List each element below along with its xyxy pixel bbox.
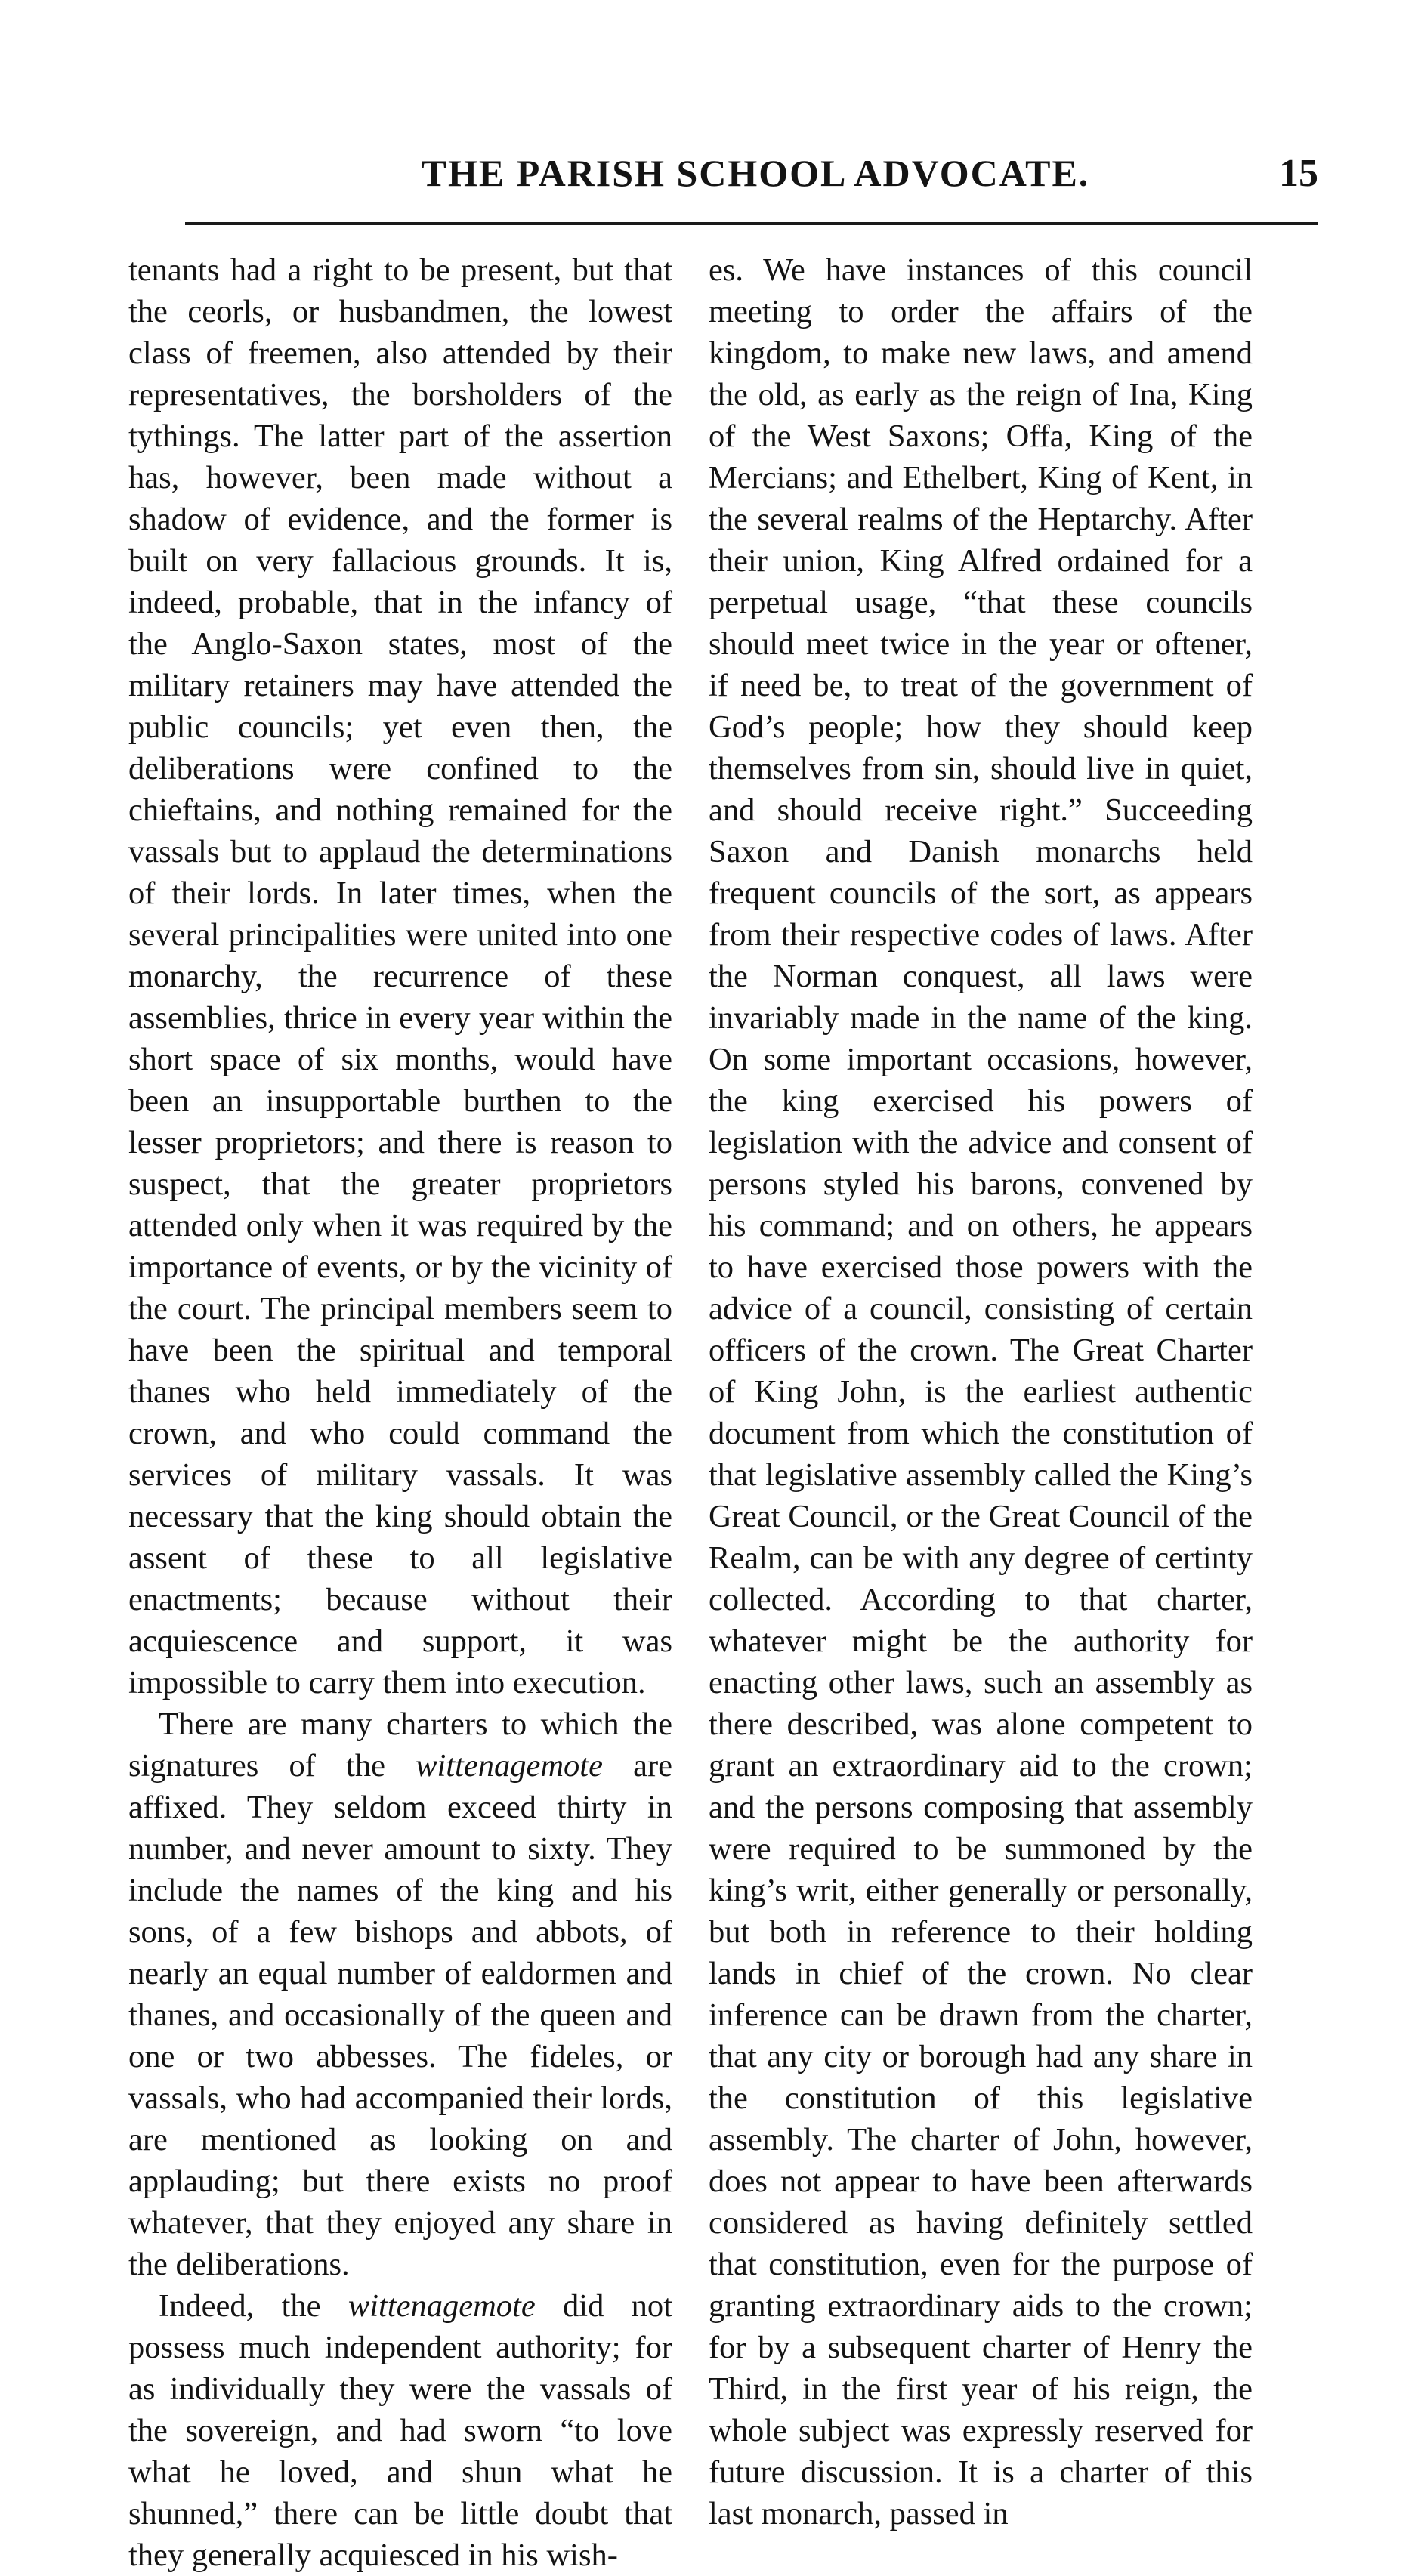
paragraph-continued: es. We have instances of this council meeting to order the affairs of the kingdom, to make new laws, and amend the old, as early as the reign of Ina, King of the West Saxons; Offa, King of the Mercians; and Ethelbert, King of Kent, in the several realms of the Heptarchy. After their union, King Alfred ordained for a perpetual usage, “that these councils should meet twice in the year or oftener, if need be, to treat of the government of God’s people; how they should keep themselves from sin, should live in quiet, and should receive right.” Succeeding Saxon and Danish monarchs held frequent councils of the sort, as appears from their respective codes of laws. After the Norman conquest, all laws were invariably made in the name of the king. On some important occasions, however, the king exercised his powers of legislation with the advice and consent of persons styled his barons, convened by his command; and on others, he appears to have exercised those powers with the advice of a council, consisting of certain officers of the crown. The Great Charter of King John, is the earliest authentic document from which the constitution of that legislative assembly called the King’s Great Council, or the Great Council of the Realm, can be with any degree of certinty collected. According to that charter, whatever might be the authority for enacting other laws, such an assembly as there described, was alone competent to grant an extraordinary aid to the crown; and the persons composing that assembly were required to be summoned by the king’s writ, either generally or personally, but both in reference to their holding lands in chief of the crown. No clear inference can be drawn from the charter, that any city or borough had any share in the constitution of this legislative assembly. The charter of John, however, does not appear to have been afterwards considered as having definitely settled that constitution, even for the purpose of granting extraordinary aids to the crown; for by a subsequent charter of Henry the Third, in the first year of his reign, the whole subject was expressly reserved for future discussion. It is a charter of this last monarch, passed in xyxy=(709,252,1253,2531)
paragraph-2-text-a: There are many charters to which the signatures of the xyxy=(128,1707,672,1784)
right-column xyxy=(709,249,1253,2534)
paragraph-3-text-b: did not possess much independent authority; for as individually they were the vassals of the sovereign, and had sworn “to love what he loved, and shun what he shunned,” there can be little doubt that they generally acquiesced in his wish- xyxy=(128,2288,672,2573)
paragraph-3 xyxy=(128,2285,672,2576)
paragraph-2-text-b: are affixed. They seldom exceed thirty in number, and never amount to sixty. They include the names of the king and his sons, of a few bishops and abbots, of nearly an equal number of ealdormen and thanes, and occasionally of the queen and one or two abbesses. The fideles, or vassals, who had accompanied their lords, are mentioned as looking on and applauding; but there exists no proof whatever, that they enjoyed any share in the deliberations. xyxy=(128,1748,672,2282)
page-number: 15 xyxy=(1279,152,1318,195)
paragraph-2 xyxy=(128,1703,672,2285)
paragraph-3-italic: wittenagemote xyxy=(348,2288,536,2324)
paragraph-2-italic: wittenagemote xyxy=(416,1748,603,1784)
paragraph-1: tenants had a right to be present, but that the ceorls, or husbandmen, the lowest class of freemen, also attended by their representatives, the borsholders of the tythings. The latter part of the assertion has, however, been made without a shadow of evidence, and the former is built on very fallacious grounds. It is, indeed, probable, that in the infancy of the Anglo-Saxon states, most of the military retainers may have attended the public councils; yet even then, the deliberations were confined to the chieftains, and nothing remained for the vassals but to applaud the determinations of their lords. In later times, when the several principalities were united into one monarchy, the recurrence of these assemblies, thrice in every year within the short space of six months, would have been an insupportable burthen to the lesser proprietors; and there is reason to suspect, that the greater proprietors attended only when it was required by the importance of events, or by the vicinity of the court. The principal members seem to have been the spiritual and temporal thanes who held immediately of the crown, and who could command the services of military vassals. It was necessary that the king should obtain the assent of these to all legislative enactments; because without their acquiescence and support, it was impossible to carry them into execution. xyxy=(128,252,672,1700)
paragraph-3-text-a: Indeed, the xyxy=(159,2288,348,2324)
running-title: THE PARISH SCHOOL ADVOCATE. xyxy=(421,152,1090,194)
running-head xyxy=(185,151,1318,204)
left-column xyxy=(128,249,672,2576)
header-rule xyxy=(185,222,1318,225)
